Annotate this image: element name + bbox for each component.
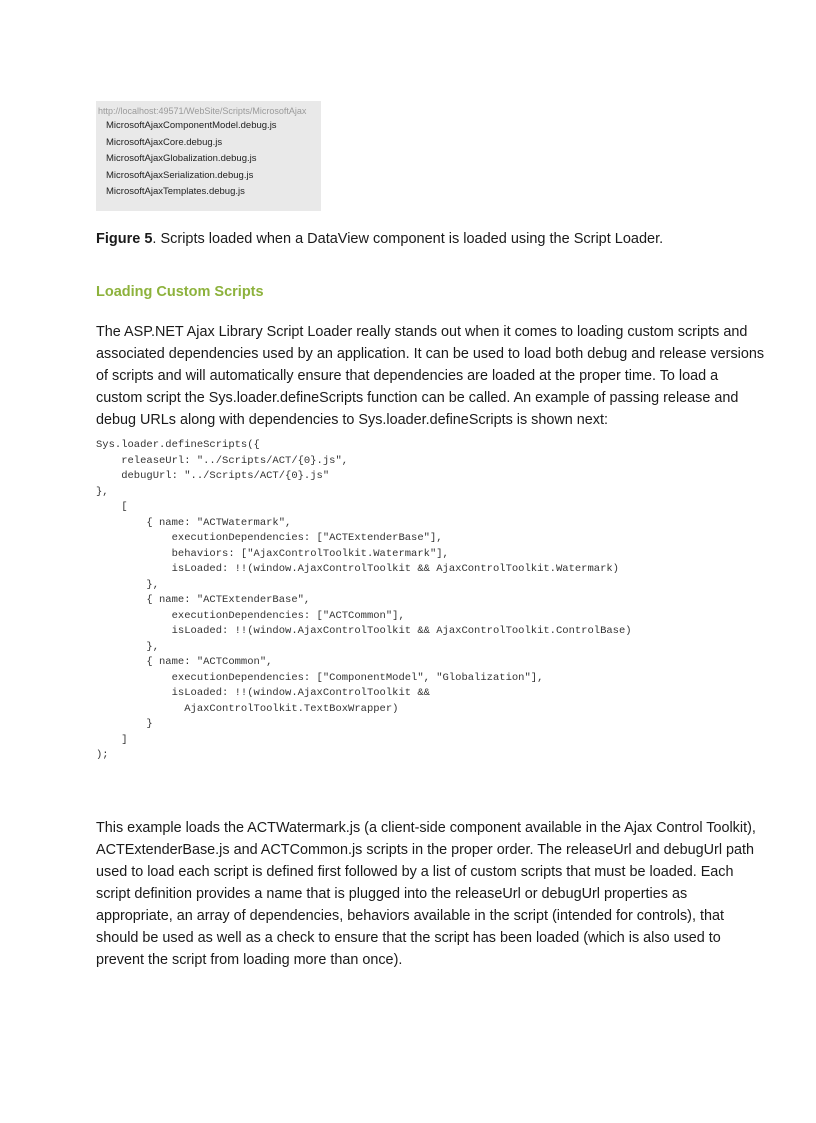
caption-text: . Scripts loaded when a DataView component is loaded using the Script Loader. [152,231,664,247]
code-line: { name: "ACTWatermark", [96,516,292,529]
code-line: } [96,718,153,730]
code-line: isLoaded: !!(window.AjaxControlToolkit && [96,687,430,699]
code-sample [96,438,632,764]
code-line: }, [96,640,160,653]
code-line: { name: "ACTExtenderBase", [96,594,311,606]
code-line: ] [96,733,128,746]
paragraph-line: of scripts and will automatically ensure that dependencies are loaded at the proper time. To load a [96,368,719,384]
paragraph-line: ACTExtenderBase.js and ACTCommon.js scripts in the proper order. The releaseUrl and debugUrl path [96,842,755,858]
script-file-item: MicrosoftAjaxSerialization.debug.js [106,169,254,181]
code-line: { name: "ACTCommon", [96,656,273,668]
figure-screenshot [96,101,321,211]
paragraph-line: prevent the script from loading more than once). [96,952,403,968]
code-line: ); [96,749,109,761]
code-line: }, [96,578,160,591]
figure-caption [96,229,663,249]
code-line: executionDependencies: ["ACTExtenderBase"], [96,532,443,544]
code-line: }, [96,485,109,498]
code-line: AjaxControlToolkit.TextBoxWrapper) [96,702,399,715]
explanation-paragraph [96,817,756,971]
paragraph-line: The ASP.NET Ajax Library Script Loader really stands out when it comes to loading custom scripts and [96,324,748,340]
figure-url: http://localhost:49571/WebSite/Scripts/MicrosoftAjax [98,106,307,116]
code-line: executionDependencies: ["ACTCommon"], [96,609,405,622]
code-line: [ [96,501,128,513]
intro-paragraph [96,321,765,431]
paragraph-line: debug URLs along with dependencies to Sys.loader.defineScripts is shown next: [96,412,608,428]
paragraph-line: should be used as well as a check to ensure that the script has been loaded (which is also used to [96,930,721,946]
code-line: Sys.loader.defineScripts({ [96,439,260,451]
paragraph-line: This example loads the ACTWatermark.js (a client-side component available in the Ajax Control Toolkit), [96,820,756,836]
script-file-item: MicrosoftAjaxGlobalization.debug.js [106,153,257,164]
paragraph-line: custom script the Sys.loader.defineScripts function can be called. An example of passing release and [96,390,739,406]
code-line: debugUrl: "../Scripts/ACT/{0}.js" [96,470,330,482]
code-line: isLoaded: !!(window.AjaxControlToolkit && AjaxControlToolkit.ControlBase) [96,625,632,637]
script-file-item: MicrosoftAjaxComponentModel.debug.js [106,120,277,131]
script-file-item: MicrosoftAjaxCore.debug.js [106,136,223,148]
paragraph-line: appropriate, an array of dependencies, behaviors available in the script (intended for controls), that [96,908,724,924]
paragraph-line: associated dependencies used by an application. It can be used to load both debug and release versions [96,346,765,362]
caption-label: Figure 5 [96,231,153,247]
paragraph-line: used to load each script is defined first followed by a list of custom scripts that must be loaded. Each [96,864,734,880]
section-heading: Loading Custom Scripts [96,284,264,300]
code-line: behaviors: ["AjaxControlToolkit.Watermark"], [96,547,449,560]
code-line: isLoaded: !!(window.AjaxControlToolkit && AjaxControlToolkit.Watermark) [96,563,619,575]
paragraph-line: script definition provides a name that is plugged into the releaseUrl or debugUrl properties as [96,886,688,902]
script-file-item: MicrosoftAjaxTemplates.debug.js [106,186,245,197]
code-line: executionDependencies: ["ComponentModel", "Globalization"], [96,671,544,684]
code-line: releaseUrl: "../Scripts/ACT/{0}.js", [96,454,349,467]
